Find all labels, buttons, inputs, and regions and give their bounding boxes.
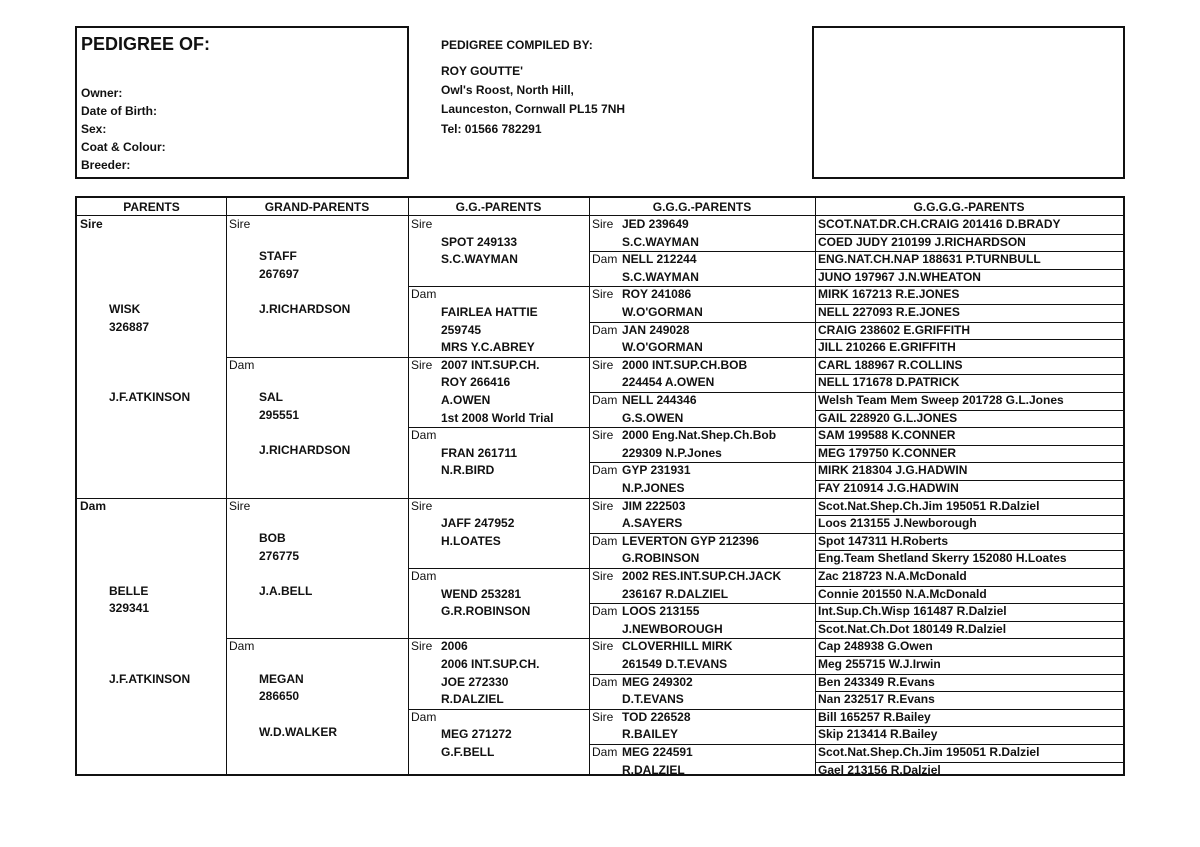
- grandparent-line: SAL: [259, 390, 283, 405]
- gg-parent-line: MEG 271272: [441, 727, 512, 742]
- gg-parent-line: WEND 253281: [441, 586, 522, 601]
- gggg-parent-entry: ENG.NAT.CH.NAP 188631 P.TURNBULL: [818, 252, 1041, 267]
- ggg-parent-line1: JAN 249028: [622, 322, 690, 337]
- ggg-parent-label: Dam: [592, 533, 618, 548]
- grandparent-line: MEGAN: [259, 671, 304, 686]
- ggg-parent-line2: S.C.WAYMAN: [622, 269, 699, 284]
- column-divider: [226, 198, 227, 774]
- sex-label: Sex:: [81, 122, 107, 136]
- ggg-parent-line2: 236167 R.DALZIEL: [622, 586, 729, 601]
- grandparent-line: 295551: [259, 407, 300, 422]
- ggg-parent-line1: LEVERTON GYP 212396: [622, 533, 759, 548]
- ggg-parent-line2: W.O'GORMAN: [622, 305, 703, 319]
- owner-label: Owner:: [81, 86, 123, 100]
- column-divider: [589, 198, 590, 774]
- ggg-parent-line2: A.SAYERS: [622, 516, 683, 531]
- gg-parent-line: 1st 2008 World Trial: [441, 410, 554, 425]
- ggg-parent-label: Sire: [592, 639, 614, 654]
- ggg-parent-label: Sire: [592, 569, 614, 583]
- compiler-address-1: Owl's Roost, North Hill,: [441, 83, 574, 97]
- gg-parent-label: Dam: [411, 287, 437, 302]
- ggg-parent-line2: R.BAILEY: [622, 727, 679, 742]
- ggg-parent-line1: JIM 222503: [622, 498, 686, 513]
- gggg-parent-entry: GAIL 228920 G.L.JONES: [818, 410, 958, 425]
- compiled-by-block: [441, 36, 741, 176]
- ggg-parent-label: Sire: [592, 498, 614, 513]
- column-divider: [408, 198, 409, 774]
- ggg-parent-label: Dam: [592, 674, 618, 689]
- grandparent-line: 276775: [259, 548, 300, 563]
- breeder-label: Breeder:: [81, 158, 131, 172]
- gg-parent-prefix: 2007 INT.SUP.CH.: [441, 357, 540, 372]
- gggg-parent-entry: Bill 165257 R.Bailey: [818, 709, 931, 724]
- gg-parent-label: Sire: [411, 357, 433, 372]
- gg-parent-label: Dam: [411, 428, 437, 443]
- ggg-parent-line1: LOOS 213155: [622, 604, 700, 619]
- gggg-parent-entry: NELL 171678 D.PATRICK: [818, 375, 960, 390]
- gggg-parent-entry: Welsh Team Mem Sweep 201728 G.L.Jones: [818, 393, 1064, 407]
- gg-parent-line: SPOT 249133: [441, 234, 518, 249]
- parent-name: BELLE: [109, 583, 149, 598]
- gggg-parent-entry: MIRK 218304 J.G.HADWIN: [818, 463, 968, 478]
- ggg-parent-line2: W.O'GORMAN: [622, 340, 703, 355]
- ggg-parent-label: Sire: [592, 357, 614, 372]
- gg-parent-prefix: 2006: [441, 639, 468, 654]
- gggg-parent-entry: CARL 188967 R.COLLINS: [818, 357, 963, 372]
- gg-parent-line: 2006 INT.SUP.CH.: [441, 657, 540, 671]
- ggg-parent-label: Sire: [592, 428, 614, 443]
- ggg-parent-line1: MEG 249302: [622, 674, 693, 689]
- gggg-parent-entry: Loos 213155 J.Newborough: [818, 516, 977, 531]
- gg-parent-label: Dam: [411, 569, 437, 583]
- grandparent-line: 286650: [259, 689, 300, 704]
- grandparent-label: Dam: [229, 639, 255, 654]
- grandparent-line: J.RICHARDSON: [259, 302, 351, 317]
- gggg-parent-entry: Gael 213156 R.Dalziel: [818, 762, 941, 777]
- gg-parent-line: ROY 266416: [441, 375, 511, 390]
- gg-parent-line: FAIRLEA HATTIE: [441, 305, 538, 319]
- compiled-by-title: PEDIGREE COMPILED BY:: [441, 38, 593, 52]
- parent-owner: J.F.ATKINSON: [109, 390, 191, 405]
- row-divider: [408, 286, 1123, 287]
- grandparent-line: BOB: [259, 531, 286, 546]
- ggg-parent-line2: 224454 A.OWEN: [622, 375, 715, 390]
- column-header: G.G.G.-PARENTS: [589, 198, 815, 216]
- pedigree-table: [75, 196, 1125, 776]
- gggg-parent-entry: JUNO 197967 J.N.WHEATON: [818, 269, 981, 284]
- ggg-parent-label: Sire: [592, 217, 614, 231]
- gg-parent-line: H.LOATES: [441, 533, 501, 548]
- ggg-parent-line1: NELL 212244: [622, 252, 697, 267]
- gggg-parent-entry: MIRK 167213 R.E.JONES: [818, 287, 960, 302]
- gg-parent-line: JOE 272330: [441, 674, 509, 689]
- gg-parent-line: MRS Y.C.ABREY: [441, 340, 535, 355]
- gggg-parent-entry: COED JUDY 210199 J.RICHARDSON: [818, 234, 1026, 249]
- gggg-parent-entry: NELL 227093 R.E.JONES: [818, 305, 960, 319]
- gggg-parent-entry: Spot 147311 H.Roberts: [818, 533, 949, 548]
- gggg-parent-entry: FAY 210914 J.G.HADWIN: [818, 481, 959, 495]
- compiler-address-2: Launceston, Cornwall PL15 7NH: [441, 102, 626, 116]
- ggg-parent-line1: 2000 Eng.Nat.Shep.Ch.Bob: [622, 428, 777, 443]
- ggg-parent-line1: 2000 INT.SUP.CH.BOB: [622, 357, 748, 372]
- row-divider: [408, 709, 1123, 710]
- gggg-parent-entry: Zac 218723 N.A.McDonald: [818, 569, 967, 583]
- gg-parent-line: JAFF 247952: [441, 516, 515, 531]
- ggg-parent-line1: ROY 241086: [622, 287, 692, 302]
- ggg-parent-label: Dam: [592, 252, 618, 267]
- gggg-parent-entry: Skip 213414 R.Bailey: [818, 727, 938, 742]
- ggg-parent-line2: G.ROBINSON: [622, 551, 700, 566]
- compiler-phone: Tel: 01566 782291: [441, 122, 542, 136]
- gg-parent-label: Dam: [411, 709, 437, 724]
- parent-label: Sire: [80, 217, 103, 231]
- ggg-parent-line2: N.P.JONES: [622, 481, 685, 495]
- parent-reg: 329341: [109, 601, 150, 616]
- ggg-parent-label: Dam: [592, 463, 618, 478]
- grandparent-label: Dam: [229, 357, 255, 372]
- gggg-parent-entry: Scot.Nat.Shep.Ch.Jim 195051 R.Dalziel: [818, 745, 1040, 759]
- gggg-parent-entry: JILL 210266 E.GRIFFITH: [818, 340, 956, 355]
- column-header: G.G.G.G.-PARENTS: [815, 198, 1123, 216]
- ggg-parent-line1: MEG 224591: [622, 745, 693, 759]
- column-header: PARENTS: [77, 198, 226, 216]
- ggg-parent-line2: J.NEWBOROUGH: [622, 621, 723, 636]
- column-divider: [815, 198, 816, 774]
- column-header: GRAND-PARENTS: [226, 198, 408, 216]
- gggg-parent-entry: CRAIG 238602 E.GRIFFITH: [818, 322, 971, 337]
- gg-parent-label: Sire: [411, 498, 433, 513]
- ggg-parent-label: Dam: [592, 745, 618, 759]
- gg-parent-line: N.R.BIRD: [441, 463, 495, 478]
- ggg-parent-label: Dam: [592, 604, 618, 619]
- pedigree-of-box: [75, 26, 409, 179]
- ggg-parent-line1: CLOVERHILL MIRK: [622, 639, 733, 654]
- ggg-parent-line1: NELL 244346: [622, 393, 697, 407]
- gg-parent-line: S.C.WAYMAN: [441, 252, 518, 267]
- gg-parent-label: Sire: [411, 217, 433, 231]
- grandparent-label: Sire: [229, 217, 251, 231]
- ggg-parent-line2: R.DALZIEL: [622, 762, 685, 777]
- gggg-parent-entry: Eng.Team Shetland Skerry 152080 H.Loates: [818, 551, 1067, 566]
- gggg-parent-entry: MEG 179750 K.CONNER: [818, 445, 957, 460]
- ggg-parent-line1: TOD 226528: [622, 709, 691, 724]
- gg-parent-label: Sire: [411, 639, 433, 654]
- parent-label: Dam: [80, 498, 107, 513]
- gg-parent-line: A.OWEN: [441, 393, 491, 407]
- grandparent-line: 267697: [259, 267, 300, 282]
- blank-box: [812, 26, 1125, 179]
- gggg-parent-entry: Nan 232517 R.Evans: [818, 692, 935, 707]
- gggg-parent-entry: Meg 255715 W.J.Irwin: [818, 657, 941, 671]
- gggg-parent-entry: SCOT.NAT.DR.CH.CRAIG 201416 D.BRADY: [818, 217, 1061, 231]
- gggg-parent-entry: Int.Sup.Ch.Wisp 161487 R.Dalziel: [818, 604, 1007, 619]
- gggg-parent-entry: Scot.Nat.Ch.Dot 180149 R.Dalziel: [818, 621, 1007, 636]
- ggg-parent-line1: GYP 231931: [622, 463, 691, 478]
- ggg-parent-label: Sire: [592, 287, 614, 302]
- grandparent-line: J.A.BELL: [259, 583, 313, 598]
- parent-reg: 326887: [109, 319, 150, 334]
- compiler-name: ROY GOUTTE': [441, 64, 523, 78]
- gg-parent-line: 259745: [441, 322, 482, 337]
- column-header: G.G.-PARENTS: [408, 198, 589, 216]
- parent-name: WISK: [109, 302, 141, 317]
- dob-label: Date of Birth:: [81, 104, 157, 118]
- ggg-parent-line1: JED 239649: [622, 217, 689, 231]
- grandparent-label: Sire: [229, 498, 251, 513]
- gg-parent-line: R.DALZIEL: [441, 692, 504, 707]
- gg-parent-line: FRAN 261711: [441, 445, 518, 460]
- gggg-parent-entry: Scot.Nat.Shep.Ch.Jim 195051 R.Dalziel: [818, 498, 1040, 513]
- ggg-parent-line2: S.C.WAYMAN: [622, 234, 699, 249]
- gg-parent-line: G.R.ROBINSON: [441, 604, 531, 619]
- ggg-parent-label: Dam: [592, 393, 618, 407]
- gggg-parent-entry: Connie 201550 N.A.McDonald: [818, 586, 987, 601]
- ggg-parent-line1: 2002 RES.INT.SUP.CH.JACK: [622, 569, 782, 583]
- ggg-parent-line2: D.T.EVANS: [622, 692, 684, 707]
- pedigree-of-title: PEDIGREE OF:: [81, 34, 211, 54]
- gg-parent-line: G.F.BELL: [441, 745, 495, 759]
- coat-label: Coat & Colour:: [81, 140, 166, 154]
- grandparent-line: J.RICHARDSON: [259, 443, 351, 458]
- gggg-parent-entry: SAM 199588 K.CONNER: [818, 428, 956, 443]
- grandparent-line: STAFF: [259, 249, 297, 264]
- gggg-parent-entry: Cap 248938 G.Owen: [818, 639, 933, 654]
- grandparent-line: W.D.WALKER: [259, 724, 337, 739]
- gggg-parent-entry: Ben 243349 R.Evans: [818, 674, 935, 689]
- ggg-parent-label: Dam: [592, 322, 618, 337]
- ggg-parent-label: Sire: [592, 709, 614, 724]
- ggg-parent-line2: 229309 N.P.Jones: [622, 445, 722, 460]
- parent-owner: J.F.ATKINSON: [109, 671, 191, 686]
- ggg-parent-line2: G.S.OWEN: [622, 410, 684, 425]
- ggg-parent-line2: 261549 D.T.EVANS: [622, 657, 728, 671]
